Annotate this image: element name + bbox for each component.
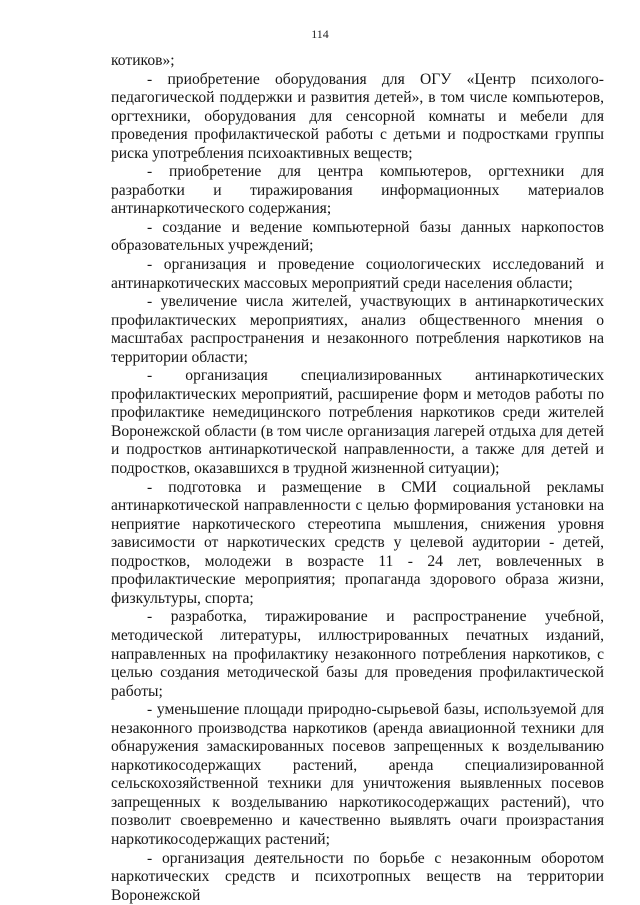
list-item-media-advertising: - подготовка и размещение в СМИ социальной рекламы антинаркотической направленности с целью формирования установки на неприятие наркотического стереотипа мышления, снижения уровня зависимости от наркотических средств у целевой аудитории - детей, подростков, молодежи в возрасте 11 - 24 лет, вовлеченных в профилактические мероприятия; пропаганда здорового образа жизни, физкультуры, спорта; xyxy=(111,478,604,607)
list-item-combat-trafficking: - организация деятельности по борьбе с незаконным оборотом наркотических средств и психотропных веществ на территории Воронежской xyxy=(111,849,604,904)
page-number: 114 xyxy=(311,27,329,41)
list-item-increase-participants: - увеличение числа жителей, участвующих в антинаркотических профилактических мероприятиях, анализ общественного мнения о масштабах распространения и незаконного потребления наркотиков на территории области; xyxy=(111,293,604,366)
list-item-computers-materials: - приобретение для центра компьютеров, оргтехники для разработки и тиражирования информационных материалов антинаркотического содержания; xyxy=(111,163,604,218)
list-item-equipment-center: - приобретение оборудования для ОГУ «Центр психолого-педагогической поддержки и развития детей», в том числе компьютеров, оргтехники, оборудования для сенсорной комнаты и мебели для проведения профилактической работы с детьми и подростками группы риска употребления психоактивных веществ; xyxy=(111,70,604,162)
paragraph-continuation: котиков»; xyxy=(111,52,175,69)
list-item-literature: - разработка, тиражирование и распространение учебной, методической литературы, иллюстрированных печатных изданий, направленных на профилактику незаконного потребления наркотиков, с целью создания методической базы для проведения профилактической работы; xyxy=(111,608,604,700)
list-item-specialized-events: - организация специализированных антинаркотических профилактических мероприятий, расширение форм и методов работы по профилактике немедицинского потребления наркотиков среди жителей Воронежской области (в том числе организация лагерей отдыха для детей и подростков антинаркотической направленности, а также для детей и подростков, оказавшихся в трудной жизненной ситуации); xyxy=(111,367,604,478)
list-item-database: - создание и ведение компьютерной базы данных наркопостов образовательных учреждений; xyxy=(111,218,604,255)
list-item-raw-material-base: - уменьшение площади природно-сырьевой базы, используемой для незаконного производства наркотиков (аренда авиационной техники для обнаружения замаскированных посевов запрещенных к возделыванию наркотикосодержащих растений, аренда специализированной сельскохозяйственной техники для уничтожения выявленных посевов запрещенных к возделыванию наркотикосодержащих растений), что позволит своевременно и качественно выявлять очаги произрастания наркотикосодержащих растений; xyxy=(111,701,604,848)
list-item-sociological-research: - организация и проведение социологических исследований и антинаркотических массовых мероприятий среди населения области; xyxy=(111,256,604,292)
document-body xyxy=(111,52,604,905)
